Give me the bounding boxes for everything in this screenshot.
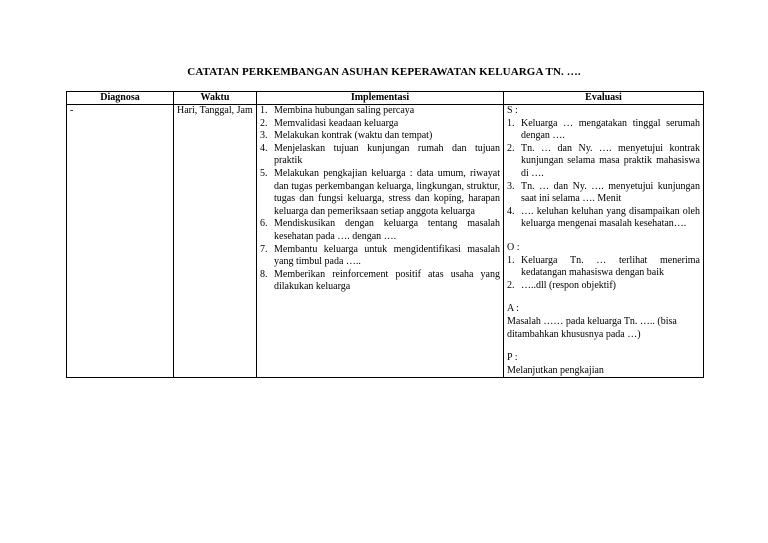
list-item: 2. Memvalidasi keadaan keluarga [260, 117, 399, 129]
document-title: CATATAN PERKEMBANGAN ASUHAN KEPERAWATAN KELUARGA TN. …. [187, 66, 581, 78]
list-item: 5. Melakukan pengkajian keluarga : data umum, riwayat dan tugas perkembangan keluarga, lingkungan, struktur, tugas dan fungsi keluarga, stress dan koping, harapan keluarga dan pemeriksaan setiap anggota keluarga [260, 167, 500, 217]
cell-evaluasi [504, 105, 704, 378]
header-diagnosa: Diagnosa [67, 92, 174, 105]
list-item: 2. Tn. … dan Ny. …. menyetujui kontrak kunjungan selama masa praktik mahasiswa di …. [507, 142, 700, 179]
list-item: 4. …. keluhan keluhan yang disampaikan oleh keluarga mengenai masalah kesehatan…. [507, 205, 700, 230]
list-item: 3. Melakukan kontrak (waktu dan tempat) [260, 130, 433, 142]
implementasi-list [260, 105, 500, 294]
list-item: 1. Membina hubungan saling percaya [260, 105, 415, 116]
list-item: 1. Keluarga … mengatakan tinggal serumah dengan …. [507, 117, 700, 142]
cell-waktu: Hari, Tanggal, Jam [174, 105, 257, 378]
s-list [507, 118, 700, 231]
o-list [507, 255, 700, 293]
s-label: S : [507, 105, 518, 116]
list-item: 8. Memberikan reinforcement positif atas usaha yang dilakukan keluarga [260, 268, 500, 293]
list-item: 2. …..dll (respon objektif) [507, 279, 616, 291]
header-evaluasi: Evaluasi [504, 92, 704, 105]
cell-implementasi [257, 105, 504, 378]
a-label: A : [507, 303, 519, 315]
p-text: Melanjutkan pengkajian [507, 364, 604, 376]
list-item: 6. Mendiskusikan dengan keluarga tentang masalah kesehatan pada …. dengan …. [260, 218, 500, 242]
list-item: 4. Menjelaskan tujuan kunjungan rumah dan tujuan praktik [260, 142, 500, 167]
cell-diagnosa: - [67, 105, 174, 378]
o-label: O : [507, 241, 520, 253]
table-row [67, 105, 704, 378]
progress-notes-table [66, 91, 704, 378]
header-implementasi: Implementasi [257, 92, 504, 105]
list-item: 7. Membantu keluarga untuk mengidentifikasi masalah yang timbul pada ….. [260, 243, 500, 268]
list-item: 3. Tn. … dan Ny. …. menyetujui kunjungan saat ini selama …. Menit [507, 180, 700, 205]
table-header-row [67, 92, 704, 105]
list-item: 1. Keluarga Tn. … terlihat menerima kedatangan mahasiswa dengan baik [507, 254, 700, 279]
a-text: Masalah …… pada keluarga Tn. ….. (bisa ditambahkan khususnya pada …) [507, 315, 677, 340]
p-label: P : [507, 352, 518, 364]
header-waktu: Waktu [174, 92, 257, 105]
